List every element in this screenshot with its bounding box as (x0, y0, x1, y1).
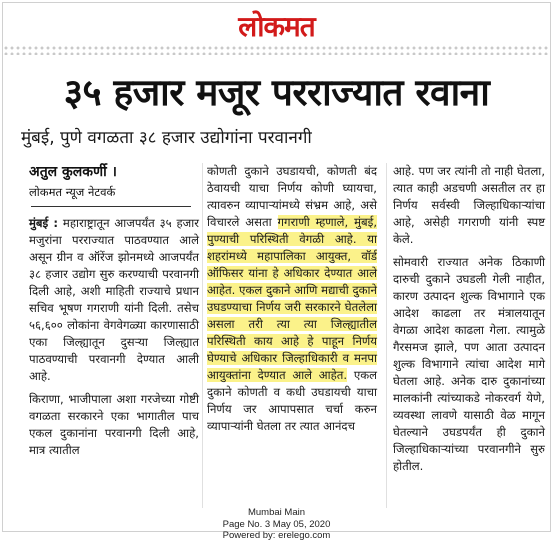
paragraph (393, 163, 545, 248)
paragraph (29, 215, 199, 385)
paragraph-text: सोमवारी राज्यात अनेक ठिकाणी दारुची दुकाने उघडली गेली नाहीत, कारण उत्पादन शुल्क विभागाने एक आदेश काढला तर मंत्रालयातून वेगळा आदेश काढला गेला. त्यामुळे गैरसमज झाले, पण आता उत्पादन शुल्क विभागाने त्यांचा आदेश मागे घेतला आहे. अनेक दारु दुकानांच्या मालकांनी त्यांच्याकडे नोकरवर्ग येणे, व्यवस्था लावणे यासाठी वेळ मागून घेतल्याने उघडपर्यंत ही दुकाने जिल्हाधिकाऱ्यांच्या परवानगीने सुरु होतील. (393, 255, 545, 473)
paragraph-text: किराणा, भाजीपाला अशा गरजेच्या गोष्टी वगळता सरकारने एका भागातील पाच एकल दुकानांना परवानगी दिली आहे, मात्र त्यातील (29, 392, 199, 457)
lokmat-logo: लोकमत (238, 10, 315, 43)
paragraph-text: आहे. पण जर त्यांनी तो नाही घेतला, त्यात काही अडचणी असतील तर हा निर्णय सर्वस्वी जिल्हाधिकाऱ्यांचा आहे, असेही गगराणी यांनी स्पष्ट केले. (393, 164, 545, 246)
byline-separator: । (111, 164, 117, 180)
page-footer (3, 507, 550, 542)
article-column-2 (207, 163, 377, 513)
author-name: अतुल कुलकर्णी (29, 164, 107, 180)
column-divider (386, 163, 387, 508)
dateline: मुंबई : (29, 216, 59, 230)
article-column-3 (393, 163, 545, 493)
epaper-clipping (2, 2, 551, 541)
paragraph (29, 391, 199, 459)
byline-rule (31, 206, 191, 207)
paragraph-text: एकल दुकाने कोणती व कधी उघडायची याचा निर्णय जर आपापसात चर्चा करुन व्यापाऱ्यांनी घेतला तर त्यात आनंदच (207, 368, 377, 433)
edition-name: Mumbai Main (247, 507, 306, 518)
column-divider (202, 163, 203, 508)
powered-by: Powered by: erelego.com (222, 530, 331, 541)
paragraph-text: कोणती दुकाने उघडायची, कोणती बंद ठेवायची याचा निर्णय कोणी घ्यायचा, त्यावरुन व्यापाऱ्यांमध्ये संभ्रम आहे, असे विचारले असता (207, 164, 377, 229)
dotted-separator (3, 45, 550, 55)
paragraph-text: महाराष्ट्रातून आजपर्यंत ३५ हजार मजुरांना परराज्यात पाठवण्यात आले असून ग्रीन व ऑरेंज झोनमध्ये आजपर्यंत ३८ हजार उद्योग सुरु करण्याची परवानगी दिली आहे, अशी माहिती राज्याचे प्रधान सचिव भूषण गगराणी यांनी दिली. तसेच ५६,६०० लोकांना वेगवेगळ्या कारणासाठी एका जिल्ह्यातून दुसऱ्या जिल्ह्यात पाठवण्याची परवानगी देण्यात आली आहे. (29, 216, 200, 383)
byline-organization: लोकमत न्यूज नेटवर्क (29, 185, 116, 199)
page-and-date: Page No. 3 May 05, 2020 (222, 518, 331, 530)
paragraph (393, 254, 545, 475)
paragraph (207, 163, 377, 435)
headline: ३५ हजार मजूर परराज्यात रवाना (63, 71, 490, 114)
subheadline: मुंबई, पुणे वगळता ३८ हजार उद्योगांना परवानगी (21, 128, 312, 148)
article-column-1 (29, 215, 199, 507)
byline-author (29, 163, 117, 181)
highlighted-text: गगराणी म्हणाले, मुंबई, पुण्याची परिस्थिती वेगळी आहे. या शहरांमध्ये महापालिका आयुक्त, वॉर्ड ऑफिसर यांना हे अधिकार देण्यात आले आहेत. एकल दुकाने आणि मद्याची दुकाने उघडण्याचा निर्णय जरी सरकारने घेतलेला असला तरी त्या त्या जिल्ह्यातील परिस्थिती काय आहे हे पाहून निर्णय घेण्याचे अधिकार जिल्हाधिकारी व मनपा आयुक्तांना देण्यात आले आहेत. (207, 215, 378, 382)
